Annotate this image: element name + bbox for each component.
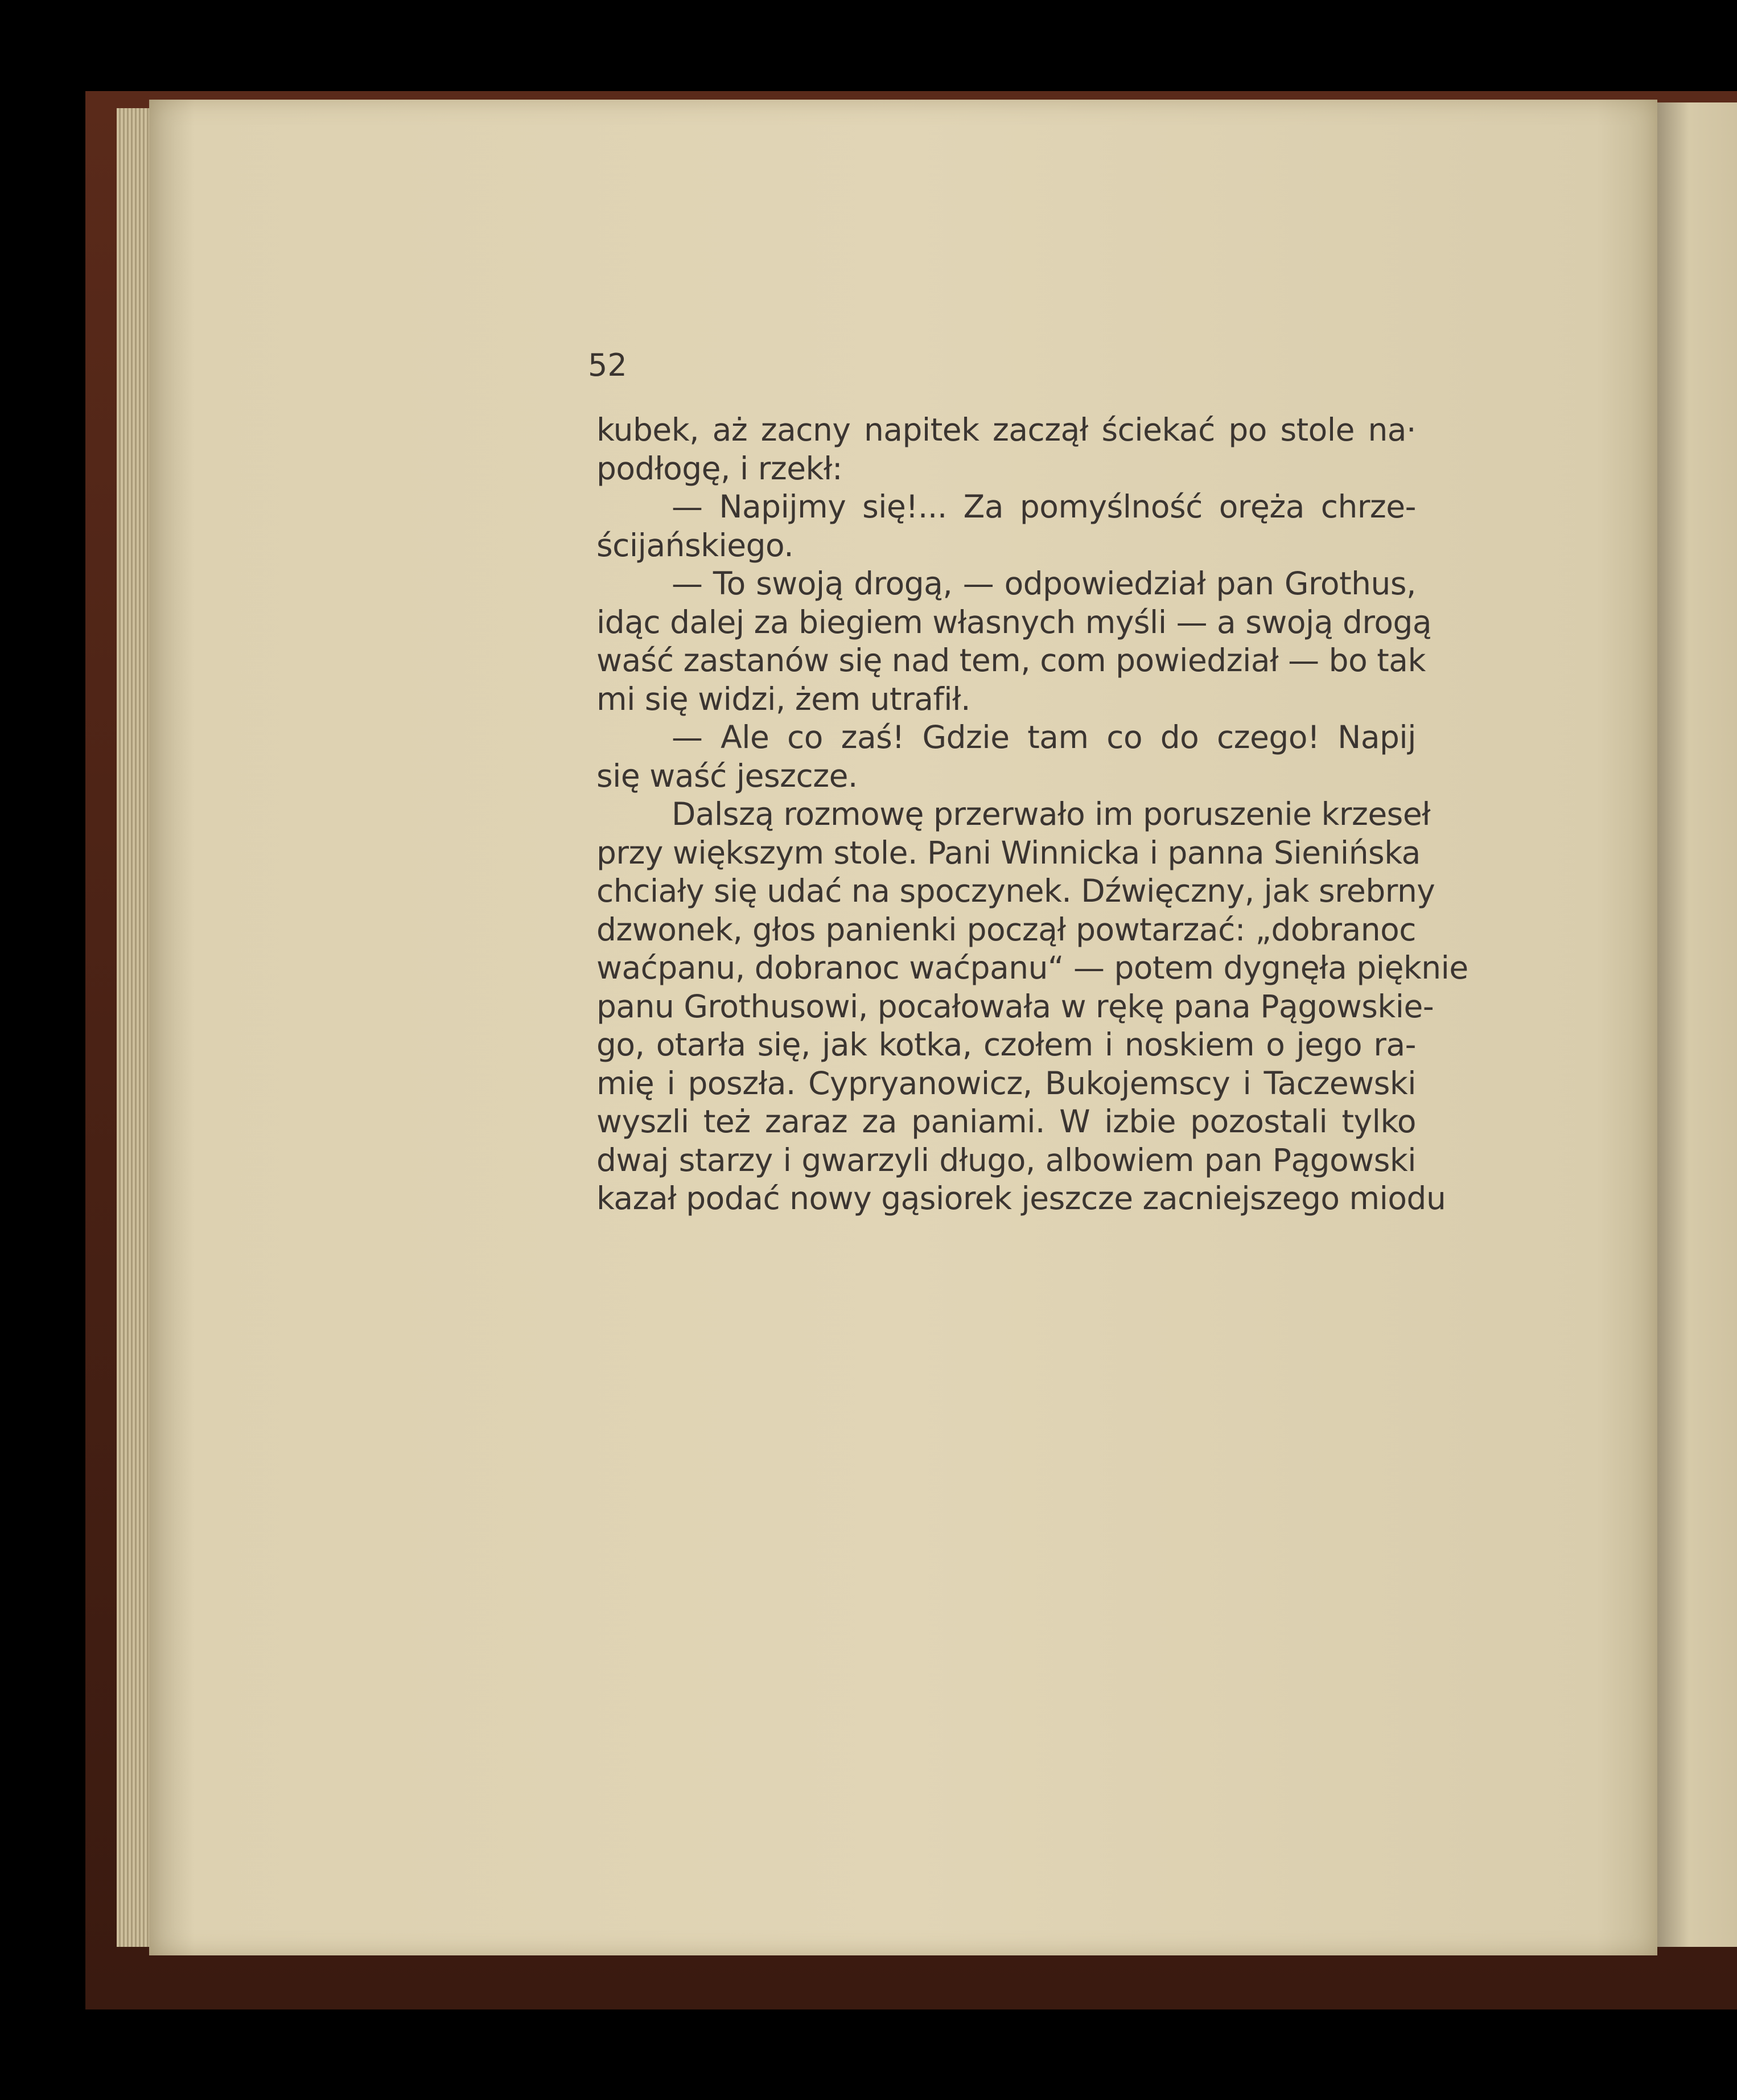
text-line: wyszli też zaraz za paniami. W izbie pozostali tylko [596, 1103, 1416, 1140]
page-text [596, 411, 1468, 1218]
facing-page-edge [1657, 102, 1737, 1947]
text-line: chciały się udać na spoczynek. Dźwięczny, jak srebrny [596, 873, 1435, 909]
text-line: ścijańskiego. [596, 527, 794, 564]
text-line: kubek, aż zacny napitek zaczął ściekać po stole na· [596, 412, 1416, 448]
text-line: dwaj starzy i gwarzyli długo, albowiem pan Pągowski [596, 1141, 1416, 1178]
text-line: waćpanu, dobranoc waćpanu“ — potem dygnęła pięknie [596, 950, 1468, 986]
text-line: mię i poszła. Cypryanowicz, Bukojemscy i Taczewski [596, 1065, 1416, 1102]
text-line: Dalszą rozmowę przerwało im poruszenie krzeseł [672, 796, 1431, 832]
page-number: 52 [588, 347, 627, 383]
text-line: go, otarła się, jak kotka, czołem i noskiem o jego ra- [596, 1026, 1416, 1063]
text-line: mi się widzi, żem utrafił. [596, 680, 971, 717]
text-line: się waść jeszcze. [596, 757, 858, 794]
text-line: podłogę, i rzekł: [596, 450, 843, 487]
text-line: kazał podać nowy gąsiorek jeszcze zacniejszego miodu [596, 1180, 1446, 1217]
text-line: idąc dalej za biegiem własnych myśli — a swoją drogą [596, 603, 1432, 640]
text-line: panu Grothusowi, pocałowała w rękę pana Pągowskie- [596, 988, 1434, 1025]
text-line: dzwonek, głos panienki począł powtarzać: „dobranoc [596, 911, 1416, 948]
text-line: — Ale co zaś! Gdzie tam co do czego! Napij [672, 719, 1416, 755]
text-line: — Napijmy się!... Za pomyślność oręża chrze- [672, 488, 1416, 525]
text-line: — To swoją drogą, — odpowiedział pan Grothus, [672, 565, 1416, 602]
text-line: przy większym stole. Pani Winnicka i panna Sienińska [596, 834, 1421, 871]
text-line: waść zastanów się nad tem, com powiedział — bo tak [596, 642, 1426, 679]
